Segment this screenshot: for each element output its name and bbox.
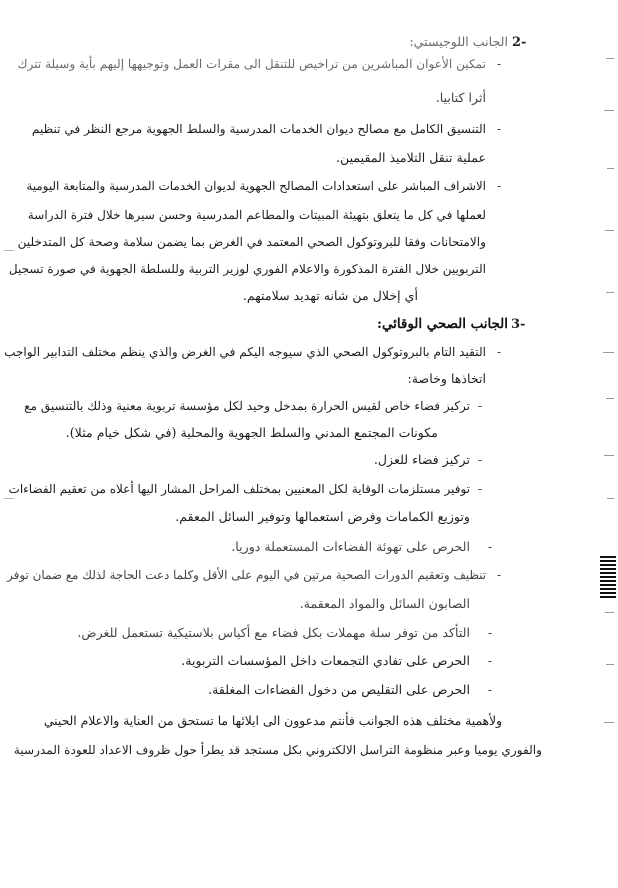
bullet-dash: - [478,399,483,413]
paragraph-line: الحرص على التقليص من دخول الفضاءات المغلقة. [208,682,470,697]
section-heading-logistics: الجانب اللوجيستي: [409,34,508,49]
paragraph-line: الصابون السائل والمواد المعقمة. [299,596,470,611]
closing-paragraph-line: والفوري يوميا وعبر منظومة التراسل الالكتروني بكل مستجد قد يطرأ حول ظروف الاعداد للعودة المدرسية [13,743,542,757]
bullet-dash: - [488,654,493,668]
bullet-dash: - [488,683,493,697]
paragraph-line: لعملها في كل ما يتعلق بتهيئة المبيتات والمطاعم المدرسية وحسن سيرها خلال فترة الدراسة [27,208,486,222]
paragraph-line: الاشراف المباشر على استعدادات المصالح الجهوية لديوان الخدمات المدرسية والمتابعة اليومية [26,179,486,193]
paragraph-line: التربويين خلال الفترة المذكورة والاعلام الفوري لوزير التربية وللسلطة الجهوية في صورة تسجيل [8,262,486,276]
scan-edge-marks [596,0,618,888]
section-heading-health: الجانب الصحي الوقائي: [377,316,508,332]
bullet-dash: - [478,453,483,467]
paragraph-line: أي إخلال من شانه تهديد سلامتهم. [242,288,418,303]
bullet-dash: - [488,626,493,640]
paragraph-line: أثرا كتابيا. [435,90,486,105]
bullet-dash: - [478,482,483,496]
paragraph-line: تركيز فضاء خاص لقيس الحرارة بمدخل وحيد لكل مؤسسة تربوية معنية وذلك بالتنسيق مع [24,399,470,413]
bullet-dash: - [497,568,502,582]
closing-paragraph-line: ولأهمية مختلف هذه الجوانب فأنتم مدعوون الى ايلائها ما تستحق من العناية والاعلام الحيني [43,714,502,728]
paragraph-line: الحرص على تفادي التجمعات داخل المؤسسات التربوية. [181,653,470,668]
paragraph-line: التأكد من توفر سلة مهملات بكل فضاء مع أكياس بلاستيكية تستعمل للغرض. [77,625,470,640]
scan-left-mark [4,250,14,251]
paragraph-line: تمكين الأعوان المباشرين من تراخيص للتنقل الى مقرات العمل وتوجيهها إليهم بأية وسيلة تترك [17,57,486,71]
bullet-dash: - [497,57,502,71]
bullet-dash: - [497,179,502,193]
paragraph-line: التقيد التام بالبروتوكول الصحي الذي سيوجه اليكم في الغرض والذي ينظم مختلف التدابير الواجب [4,345,486,359]
paragraph-line: والامتحانات وفقا للبروتوكول الصحي المعتمد في الغرض بما يضمن سلامة وصحة كل المتدخلين [17,235,486,249]
section-number-2: 2- [512,35,527,50]
paragraph-line: التنسيق الكامل مع مصالح ديوان الخدمات المدرسية والسلط الجهوية مرجع النظر في تنظيم [31,122,486,136]
paragraph-line: الحرص على تهوئة الفضاءات المستعملة دوريا. [231,539,470,554]
paragraph-line: اتخاذها وخاصة: [407,371,486,386]
paragraph-line: وتوزيع الكمامات وفرض استعمالها وتوفير السائل المعقم. [175,509,470,524]
paragraph-line: عملية تنقل التلاميذ المقيمين. [335,150,486,165]
paragraph-line: تنظيف وتعقيم الدورات الصحية مرتين في اليوم على الأقل وكلما دعت الحاجة لذلك مع ضمان توفر [7,568,486,582]
scan-left-mark [4,498,14,499]
paragraph-line: مكونات المجتمع المدني والسلط الجهوية والمحلية (في شكل خيام مثلا). [65,425,438,440]
bullet-dash: - [497,122,502,136]
bullet-dash: - [488,540,493,554]
bullet-dash: - [497,345,502,359]
section-number-3: 3- [511,317,526,332]
paragraph-line: تركيز فضاء للعزل. [373,452,470,467]
paragraph-line: توفير مستلزمات الوقاية لكل المعنيين بمختلف المراحل المشار اليها أعلاه من تعقيم الفضاءات [8,482,470,496]
